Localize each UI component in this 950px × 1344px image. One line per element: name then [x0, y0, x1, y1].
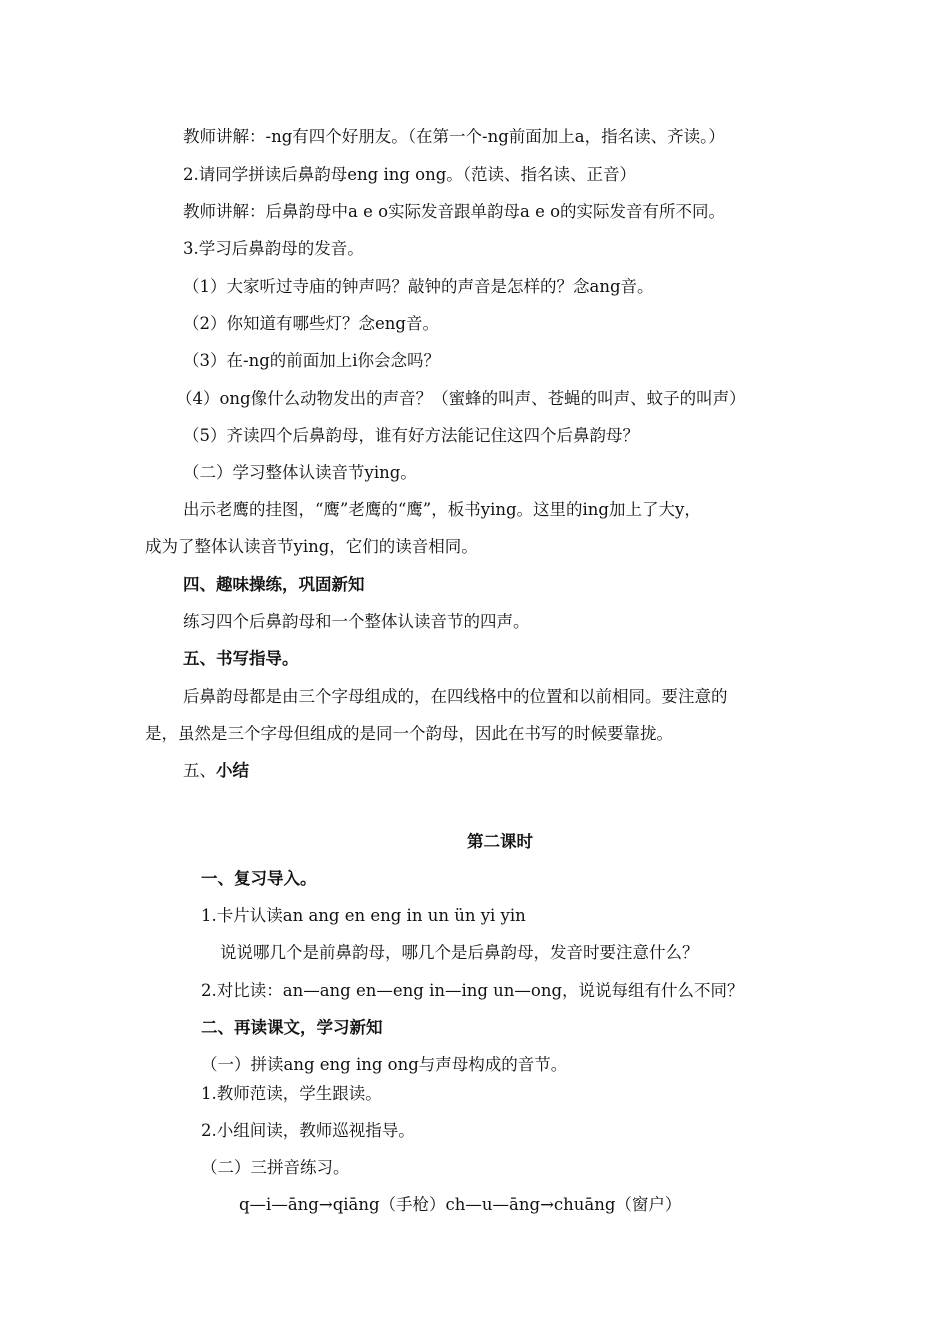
- paragraph-line: （二）三拼音练习。: [201, 1158, 350, 1177]
- section-heading: 二、再读课文，学习新知: [201, 1018, 383, 1037]
- paragraph-line: 2.对比读：an—ang en—eng in—ing un—ong，说说每组有什么不同？: [201, 981, 744, 1000]
- paragraph-line: 3.学习后鼻韵母的发音。: [183, 239, 364, 258]
- paragraph-line: （1）大家听过寺庙的钟声吗？敲钟的声音是怎样的？念ang音。: [183, 277, 654, 296]
- lesson-title: 第二课时: [467, 832, 533, 851]
- paragraph-line: 练习四个后鼻韵母和一个整体认读音节的四声。: [183, 612, 530, 631]
- paragraph-line: （二）学习整体认读音节ying。: [183, 463, 417, 482]
- section-heading: 五、书写指导。: [183, 649, 299, 668]
- paragraph-line: q—i—āng→qiāng（手枪）ch—u—āng→chuāng（窗户）: [239, 1195, 682, 1214]
- paragraph-line: 1.卡片认读an ang en eng in un ün yi yin: [201, 906, 526, 925]
- section-heading: 一、复习导入。: [201, 869, 317, 888]
- paragraph-line: 2.小组间读，教师巡视指导。: [201, 1121, 415, 1140]
- paragraph-line: 出示老鹰的挂图，“鹰”老鹰的“鹰”，板书ying。这里的ing加上了大y，: [183, 500, 701, 519]
- section-title: 小结: [216, 761, 249, 780]
- section-number: 五、: [183, 761, 216, 780]
- paragraph-line: （2）你知道有哪些灯？念eng音。: [183, 314, 439, 333]
- section-heading: [183, 760, 249, 782]
- paragraph-line: 教师讲解：-ng有四个好朋友。（在第一个-ng前面加上a，指名读、齐读。）: [183, 127, 725, 146]
- paragraph-line: 是，虽然是三个字母但组成的是同一个韵母，因此在书写的时候要靠拢。: [145, 724, 673, 743]
- paragraph-line: 1.教师范读，学生跟读。: [201, 1084, 382, 1103]
- paragraph-line: （3）在-ng的前面加上i你会念吗？: [183, 351, 441, 370]
- paragraph-line: 教师讲解：后鼻韵母中a e o实际发音跟单韵母a e o的实际发音有所不同。: [183, 202, 726, 221]
- section-heading: 四、趣味操练，巩固新知: [183, 575, 365, 594]
- paragraph-line: 后鼻韵母都是由三个字母组成的，在四线格中的位置和以前相同。要注意的: [183, 687, 728, 706]
- paragraph-line: （5）齐读四个后鼻韵母，谁有好方法能记住这四个后鼻韵母？: [183, 426, 639, 445]
- paragraph-line: （4）ong像什么动物发出的声音？（蜜蜂的叫声、苍蝇的叫声、蚊子的叫声）: [176, 389, 746, 408]
- paragraph-line: 说说哪几个是前鼻韵母，哪几个是后鼻韵母，发音时要注意什么？: [220, 943, 699, 962]
- paragraph-line: （一）拼读ang eng ing ong与声母构成的音节。: [201, 1055, 568, 1074]
- paragraph-line: 2.请同学拼读后鼻韵母eng ing ong。（范读、指名读、正音）: [183, 165, 637, 184]
- paragraph-line: 成为了整体认读音节ying，它们的读音相同。: [145, 537, 478, 556]
